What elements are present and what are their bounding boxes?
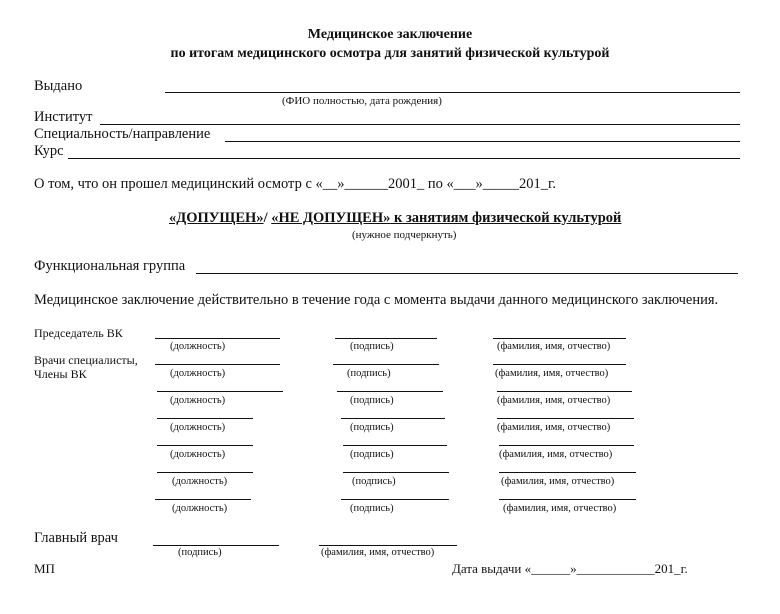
functional-group-line[interactable] bbox=[196, 273, 738, 274]
signature-caption: (подпись) bbox=[350, 503, 394, 514]
name-caption: (фамилия, имя, отчество) bbox=[495, 368, 609, 379]
signature-caption: (подпись) bbox=[350, 449, 394, 460]
name-line[interactable] bbox=[499, 472, 636, 473]
underline-hint: (нужное подчеркнуть) bbox=[352, 229, 457, 241]
validity-text: Медицинское заключение действительно в течение года с момента выдачи данного медицинского заключения. bbox=[34, 292, 719, 308]
position-line[interactable] bbox=[157, 418, 253, 419]
course-label: Курс bbox=[34, 143, 64, 159]
position-line[interactable] bbox=[155, 364, 280, 365]
signature-caption: (подпись) bbox=[350, 395, 394, 406]
admission-rest: к занятиям физической культурой bbox=[390, 210, 622, 226]
admission-statement bbox=[169, 210, 621, 227]
not-admitted-option[interactable]: «НЕ ДОПУЩЕН» bbox=[271, 210, 391, 226]
name-line[interactable] bbox=[499, 499, 636, 500]
position-line[interactable] bbox=[155, 499, 251, 500]
position-line[interactable] bbox=[157, 391, 283, 392]
name-line[interactable] bbox=[493, 338, 626, 339]
chief-signature-line[interactable] bbox=[153, 545, 279, 546]
functional-group-label: Функциональная группа bbox=[34, 258, 186, 274]
signature-line[interactable] bbox=[343, 472, 449, 473]
issued-to-label: Выдано bbox=[34, 78, 83, 94]
position-caption: (должность) bbox=[172, 476, 228, 487]
signature-line[interactable] bbox=[333, 364, 439, 365]
name-line[interactable] bbox=[499, 445, 634, 446]
doctors-label: Врачи специалисты, bbox=[34, 353, 138, 367]
chief-doctor-label: Главный врач bbox=[34, 530, 118, 546]
specialty-label: Специальность/направление bbox=[34, 126, 211, 142]
signature-line[interactable] bbox=[341, 418, 445, 419]
document-subtitle: по итогам медицинского осмотра для занятий физической культурой bbox=[170, 46, 610, 61]
name-caption: (фамилия, имя, отчество) bbox=[497, 341, 611, 352]
chief-name-line[interactable] bbox=[319, 545, 457, 546]
document-title: Медицинское заключение bbox=[307, 27, 473, 42]
admitted-option[interactable]: «ДОПУЩЕН» bbox=[169, 210, 264, 226]
position-caption: (должность) bbox=[170, 449, 226, 460]
institute-line[interactable] bbox=[100, 124, 740, 125]
chair-label: Председатель ВК bbox=[34, 326, 123, 340]
course-line[interactable] bbox=[68, 158, 740, 159]
signature-line[interactable] bbox=[343, 445, 447, 446]
signature-caption: (подпись) bbox=[350, 422, 394, 433]
name-line[interactable] bbox=[497, 391, 632, 392]
name-caption: (фамилия, имя, отчество) bbox=[497, 395, 611, 406]
position-line[interactable] bbox=[157, 445, 253, 446]
admission-separator: / bbox=[263, 210, 272, 226]
stamp-label: МП bbox=[34, 561, 55, 576]
members-label: Члены ВК bbox=[34, 367, 87, 381]
position-caption: (должность) bbox=[170, 422, 226, 433]
signature-caption: (подпись) bbox=[350, 341, 394, 352]
fio-hint: (ФИО полностью, дата рождения) bbox=[282, 95, 442, 107]
position-caption: (должность) bbox=[170, 341, 226, 352]
signature-line[interactable] bbox=[335, 338, 437, 339]
chief-signature-caption: (подпись) bbox=[178, 547, 222, 558]
name-caption: (фамилия, имя, отчество) bbox=[499, 449, 613, 460]
name-caption: (фамилия, имя, отчество) bbox=[503, 503, 617, 514]
position-caption: (должность) bbox=[170, 395, 226, 406]
institute-label: Институт bbox=[34, 109, 93, 125]
signature-caption: (подпись) bbox=[347, 368, 391, 379]
signature-line[interactable] bbox=[337, 391, 443, 392]
signature-caption: (подпись) bbox=[352, 476, 396, 487]
specialty-line[interactable] bbox=[225, 141, 740, 142]
chief-name-caption: (фамилия, имя, отчество) bbox=[321, 547, 435, 558]
name-caption: (фамилия, имя, отчество) bbox=[497, 422, 611, 433]
name-line[interactable] bbox=[493, 364, 626, 365]
position-line[interactable] bbox=[157, 472, 253, 473]
position-caption: (должность) bbox=[170, 368, 226, 379]
name-caption: (фамилия, имя, отчество) bbox=[501, 476, 615, 487]
position-line[interactable] bbox=[155, 338, 280, 339]
name-line[interactable] bbox=[497, 418, 634, 419]
position-caption: (должность) bbox=[172, 503, 228, 514]
signature-line[interactable] bbox=[341, 499, 449, 500]
issue-date: Дата выдачи «______»____________201_г. bbox=[452, 561, 688, 576]
issued-to-line[interactable] bbox=[165, 92, 740, 93]
exam-period-text: О том, что он прошел медицинский осмотр с «__»______2001_ по «___»_____201_г. bbox=[34, 176, 556, 192]
